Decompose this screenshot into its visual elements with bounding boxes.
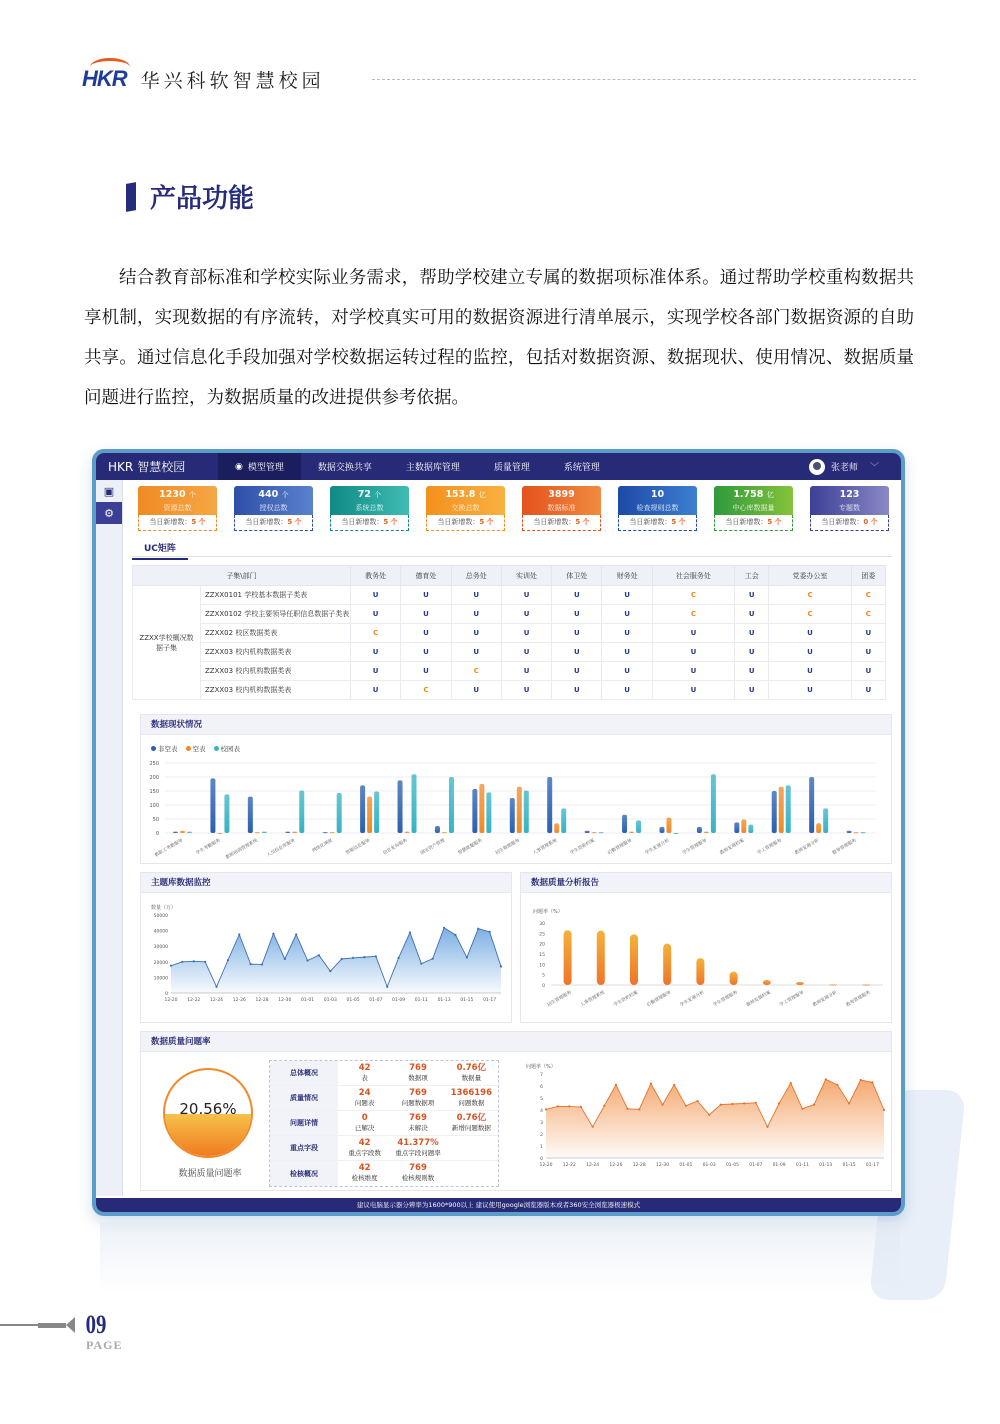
svg-text:问题率（%）: 问题率（%） bbox=[533, 909, 563, 915]
arrow-left-icon bbox=[66, 1317, 75, 1333]
panel-title: 数据质量问题率 bbox=[141, 1032, 891, 1052]
col-header: 总务处 bbox=[451, 566, 501, 586]
section-marker-icon bbox=[126, 182, 136, 212]
quality-row: 总体概况 42 表 769 数据项 0.76亿 数据量 bbox=[270, 1061, 498, 1086]
svg-text:01-15: 01-15 bbox=[842, 1163, 856, 1168]
uc-cell[interactable]: U bbox=[401, 624, 451, 643]
stat-card[interactable]: 1.758 亿 中心库数据量 当日新增数：5 个 bbox=[714, 486, 793, 531]
topic-monitor-panel bbox=[140, 872, 512, 1023]
uc-cell[interactable]: U bbox=[351, 662, 401, 681]
svg-text:固定资产管理: 固定资产管理 bbox=[420, 838, 446, 857]
quality-rate-value: 20.56% bbox=[179, 1100, 237, 1118]
svg-text:01-03: 01-03 bbox=[323, 998, 337, 1003]
uc-cell[interactable]: U bbox=[451, 624, 501, 643]
col-header: 体卫处 bbox=[552, 566, 602, 586]
legend-campus[interactable]: 校园表 bbox=[214, 744, 241, 753]
svg-text:20: 20 bbox=[539, 942, 545, 948]
status-bar-chart bbox=[141, 753, 891, 863]
svg-text:后勤管理服务: 后勤管理服务 bbox=[607, 838, 634, 857]
svg-text:01-01: 01-01 bbox=[301, 998, 315, 1003]
header-divider bbox=[372, 79, 916, 80]
stat-card[interactable]: 10 检查规则总数 当日新增数：5 个 bbox=[618, 486, 697, 531]
svg-text:学生考勤服务: 学生考勤服务 bbox=[195, 838, 222, 857]
svg-text:招生管理服务: 招生管理服务 bbox=[546, 990, 573, 1009]
table-row bbox=[133, 586, 886, 605]
svg-text:50: 50 bbox=[152, 817, 159, 823]
uc-cell[interactable]: U bbox=[602, 662, 652, 681]
col-header: 工会 bbox=[735, 566, 769, 586]
chevron-down-icon: ﹀ bbox=[869, 463, 879, 473]
svg-text:30000: 30000 bbox=[153, 945, 168, 951]
svg-text:01-13: 01-13 bbox=[437, 998, 451, 1003]
svg-text:学生管理服务: 学生管理服务 bbox=[682, 838, 708, 857]
svg-text:12-22: 12-22 bbox=[562, 1163, 576, 1168]
svg-text:100: 100 bbox=[149, 803, 159, 809]
svg-text:1: 1 bbox=[540, 1145, 543, 1150]
svg-text:教师培训管理系统: 教师培训管理系统 bbox=[225, 838, 259, 861]
svg-text:后勤管理服务: 后勤管理服务 bbox=[646, 990, 673, 1009]
col-header: 财务处 bbox=[602, 566, 652, 586]
app-screenshot bbox=[92, 449, 905, 1216]
svg-text:15: 15 bbox=[539, 953, 545, 958]
uc-cell[interactable]: U bbox=[769, 643, 851, 662]
uc-cell[interactable]: U bbox=[451, 605, 501, 624]
svg-text:20000: 20000 bbox=[153, 960, 168, 966]
uc-cell[interactable]: U bbox=[602, 643, 652, 662]
col-header: 实训处 bbox=[501, 566, 551, 586]
svg-text:10000: 10000 bbox=[153, 976, 168, 982]
uc-cell[interactable]: U bbox=[851, 662, 885, 681]
svg-text:学工管理服务: 学工管理服务 bbox=[779, 990, 805, 1009]
svg-text:教务管理服务: 教务管理服务 bbox=[845, 990, 872, 1009]
subset-name: ZZXX03 校内机构数据类表 bbox=[201, 662, 351, 681]
section-title bbox=[126, 178, 254, 215]
table-row bbox=[133, 605, 886, 624]
svg-text:12-26: 12-26 bbox=[232, 998, 246, 1003]
svg-text:7: 7 bbox=[540, 1073, 543, 1078]
table-row bbox=[133, 624, 886, 643]
svg-text:250: 250 bbox=[149, 761, 159, 767]
uc-cell[interactable]: U bbox=[735, 662, 769, 681]
uc-cell[interactable]: U bbox=[769, 681, 851, 700]
topic-monitor-chart bbox=[141, 893, 511, 1021]
svg-text:0: 0 bbox=[165, 992, 168, 997]
quality-row: 质量情况 24 问题表 769 问题数据项 1366196 问题数据 bbox=[270, 1086, 498, 1111]
uc-cell[interactable]: U bbox=[552, 681, 602, 700]
quality-summary-table bbox=[269, 1060, 499, 1187]
uc-cell[interactable]: C bbox=[652, 586, 734, 605]
uc-cell[interactable]: U bbox=[552, 624, 602, 643]
uc-matrix-table bbox=[132, 565, 886, 700]
uc-cell[interactable]: C bbox=[851, 586, 885, 605]
uc-cell[interactable]: U bbox=[451, 586, 501, 605]
uc-cell[interactable]: U bbox=[851, 681, 885, 700]
svg-text:教师发展档案: 教师发展档案 bbox=[745, 990, 772, 1009]
svg-text:10: 10 bbox=[539, 963, 545, 969]
quality-rate-gauge bbox=[163, 1068, 253, 1158]
svg-text:01-09: 01-09 bbox=[392, 998, 406, 1003]
monitor-icon[interactable]: ▣ bbox=[103, 484, 115, 498]
svg-text:2: 2 bbox=[540, 1133, 543, 1138]
svg-text:问题率（%）: 问题率（%） bbox=[526, 1064, 556, 1070]
sidebar bbox=[96, 480, 123, 1196]
uc-cell[interactable]: U bbox=[735, 681, 769, 700]
svg-text:学生发展分析: 学生发展分析 bbox=[679, 990, 706, 1009]
svg-text:01-05: 01-05 bbox=[346, 998, 360, 1003]
app-topbar bbox=[96, 453, 901, 480]
table-row bbox=[133, 643, 886, 662]
legend-nonempty[interactable]: 非空表 bbox=[151, 744, 178, 753]
user-name: 张老师 bbox=[830, 463, 858, 473]
intro-paragraph: 结合教育部标准和学校实际业务需求，帮助学校建立专属的数据项标准体系。通过帮助学校重构数据共享机制，实现数据的有序流转，对学校真实可用的数据资源进行清单展示，实现学校各部门数据资源的自助共享。通过信息化手段加强对学校数据运转过程的监控，包括对数据资源、数据现状、使用情况、数据质量问题进行监控，为数据质量的改进提供参考依据。 bbox=[84, 268, 914, 408]
col-header: 德育处 bbox=[401, 566, 451, 586]
uc-cell[interactable]: U bbox=[351, 605, 401, 624]
table-row bbox=[133, 662, 886, 681]
data-status-panel bbox=[140, 714, 892, 864]
uc-cell[interactable]: U bbox=[401, 662, 451, 681]
svg-text:01-05: 01-05 bbox=[725, 1163, 740, 1168]
uc-cell[interactable]: U bbox=[351, 586, 401, 605]
uc-cell[interactable]: U bbox=[552, 586, 602, 605]
panel-title: 数据现状情况 bbox=[141, 715, 891, 735]
stat-card[interactable]: 153.8 亿 交换总数 当日新增数：5 个 bbox=[426, 486, 505, 531]
svg-text:12-24: 12-24 bbox=[586, 1163, 600, 1168]
stat-card[interactable]: 440 个 授权总数 当日新增数：5 个 bbox=[234, 486, 313, 531]
svg-text:人事管理系统: 人事管理系统 bbox=[579, 990, 606, 1009]
uc-cell[interactable]: U bbox=[552, 662, 602, 681]
uc-cell[interactable]: U bbox=[652, 681, 734, 700]
svg-text:学生资助档案: 学生资助档案 bbox=[613, 990, 639, 1009]
svg-text:学工管理服务: 学工管理服务 bbox=[756, 838, 783, 857]
document-header bbox=[82, 62, 325, 96]
nav-data-exchange[interactable]: 数据交换共享 bbox=[317, 463, 372, 473]
svg-text:0: 0 bbox=[540, 1157, 543, 1162]
svg-text:12-20: 12-20 bbox=[164, 998, 178, 1003]
uc-cell[interactable]: U bbox=[401, 586, 451, 605]
svg-text:学生资助档案: 学生资助档案 bbox=[569, 838, 596, 857]
chart-legend bbox=[151, 744, 891, 753]
brand-name: 华兴科软智慧校园 bbox=[140, 69, 325, 92]
svg-text:信息发布服务: 信息发布服务 bbox=[382, 838, 409, 857]
page-number: 09 bbox=[0, 1310, 109, 1340]
uc-cell[interactable]: U bbox=[451, 681, 501, 700]
svg-text:40000: 40000 bbox=[153, 929, 168, 935]
svg-text:5: 5 bbox=[542, 973, 545, 979]
svg-text:教师发展档案: 教师发展档案 bbox=[719, 838, 746, 857]
subset-name: ZZXX0101 学校基本数据子类表 bbox=[201, 586, 351, 605]
legend-empty[interactable]: 空表 bbox=[186, 744, 206, 753]
uc-cell[interactable]: U bbox=[501, 586, 551, 605]
uc-cell[interactable]: U bbox=[735, 586, 769, 605]
uc-cell[interactable]: U bbox=[851, 643, 885, 662]
uc-cell[interactable]: U bbox=[501, 624, 551, 643]
uc-cell[interactable]: C bbox=[769, 605, 851, 624]
gauge-label: 数据质量问题率 bbox=[178, 1169, 242, 1179]
section-heading: 产品功能 bbox=[150, 184, 255, 214]
quality-rate-chart bbox=[516, 1056, 896, 1186]
svg-text:01-17: 01-17 bbox=[483, 998, 497, 1003]
quality-row: 重点字段 42 重点字段数 41.377% 重点字段问题率 bbox=[270, 1136, 498, 1161]
svg-text:01-09: 01-09 bbox=[772, 1163, 786, 1168]
subset-name: ZZXX03 校内机构数据类表 bbox=[201, 681, 351, 700]
uc-cell[interactable]: U bbox=[351, 643, 401, 662]
nav-model-management[interactable]: ◉ 模型管理 bbox=[218, 453, 301, 480]
svg-text:12-28: 12-28 bbox=[255, 998, 269, 1003]
svg-text:12-28: 12-28 bbox=[632, 1163, 646, 1168]
col-header: 团委 bbox=[851, 566, 885, 586]
uc-cell[interactable]: C bbox=[401, 681, 451, 700]
uc-cell[interactable]: U bbox=[401, 605, 451, 624]
uc-cell[interactable]: U bbox=[351, 681, 401, 700]
svg-text:01-07: 01-07 bbox=[369, 998, 383, 1003]
svg-text:教职工考勤服务: 教职工考勤服务 bbox=[154, 838, 184, 859]
stat-card[interactable]: 1230 个 资源总数 当日新增数：5 个 bbox=[138, 486, 217, 531]
svg-text:学生管理服务: 学生管理服务 bbox=[712, 990, 739, 1009]
svg-text:6: 6 bbox=[540, 1085, 543, 1090]
svg-text:人事管理系统: 人事管理系统 bbox=[532, 838, 559, 857]
uc-cell[interactable]: U bbox=[501, 681, 551, 700]
svg-text:3: 3 bbox=[540, 1121, 543, 1126]
svg-text:12-24: 12-24 bbox=[209, 998, 224, 1003]
nav-quality[interactable]: 质量管理 bbox=[493, 463, 530, 473]
uc-cell[interactable]: U bbox=[602, 586, 652, 605]
svg-text:学生发展分析: 学生发展分析 bbox=[644, 838, 671, 857]
uc-cell[interactable]: U bbox=[501, 605, 551, 624]
svg-text:人员信息库服务: 人员信息库服务 bbox=[266, 838, 297, 859]
nav-system[interactable]: 系统管理 bbox=[563, 463, 600, 473]
svg-text:招生数据服务: 招生数据服务 bbox=[494, 838, 521, 857]
svg-text:教师发展分析: 教师发展分析 bbox=[812, 990, 839, 1009]
panel-title: 主题库数据监控 bbox=[141, 873, 511, 893]
page-label: PAGE bbox=[86, 1338, 123, 1352]
svg-text:01-07: 01-07 bbox=[749, 1163, 763, 1168]
quality-report-panel bbox=[520, 872, 892, 1023]
uc-cell[interactable]: U bbox=[602, 605, 652, 624]
uc-cell[interactable]: U bbox=[552, 643, 602, 662]
uc-cell[interactable]: U bbox=[735, 605, 769, 624]
uc-cell[interactable]: U bbox=[501, 662, 551, 681]
hkr-logo: HKR bbox=[82, 66, 127, 92]
stat-cards bbox=[138, 486, 892, 531]
main-nav bbox=[218, 453, 617, 480]
subset-name: ZZXX03 校内机构数据类表 bbox=[201, 643, 351, 662]
col-header: 教务处 bbox=[351, 566, 401, 586]
svg-text:01-17: 01-17 bbox=[865, 1163, 879, 1168]
svg-text:50000: 50000 bbox=[153, 914, 168, 919]
stat-card[interactable]: 3899 数据标准 当日新增数：5 个 bbox=[522, 486, 601, 531]
svg-text:数量（万）: 数量（万） bbox=[151, 905, 177, 911]
uc-cell[interactable]: U bbox=[401, 643, 451, 662]
svg-text:01-11: 01-11 bbox=[795, 1163, 809, 1168]
quality-row: 问题详情 0 已解决 769 未解决 0.76亿 新增问题数据 bbox=[270, 1111, 498, 1136]
uc-cell[interactable]: U bbox=[451, 643, 501, 662]
svg-text:01-13: 01-13 bbox=[819, 1163, 833, 1168]
svg-text:30: 30 bbox=[539, 922, 545, 927]
uc-cell[interactable]: U bbox=[769, 624, 851, 643]
svg-text:01-01: 01-01 bbox=[679, 1163, 693, 1168]
quality-rate-panel bbox=[140, 1031, 892, 1191]
uc-cell[interactable]: U bbox=[851, 624, 885, 643]
col-header: 社会服务处 bbox=[652, 566, 734, 586]
svg-text:网络化调度: 网络化调度 bbox=[311, 838, 334, 854]
uc-cell[interactable]: C bbox=[351, 624, 401, 643]
col-header: 党委办公室 bbox=[769, 566, 851, 586]
uc-cell[interactable]: U bbox=[652, 643, 734, 662]
uc-cell[interactable]: U bbox=[769, 662, 851, 681]
quality-row: 检核概况 42 检核维度 769 检核规则数 bbox=[270, 1161, 498, 1186]
subset-name: ZZXX02 校区数据类表 bbox=[201, 624, 351, 643]
uc-cell[interactable]: U bbox=[652, 624, 734, 643]
svg-text:0: 0 bbox=[155, 831, 159, 837]
model-icon: ◉ bbox=[235, 461, 243, 472]
uc-cell[interactable]: U bbox=[652, 662, 734, 681]
tab-uc-matrix[interactable]: UC矩阵 bbox=[132, 539, 892, 557]
svg-text:01-03: 01-03 bbox=[702, 1163, 716, 1168]
svg-text:12-30: 12-30 bbox=[656, 1163, 670, 1168]
quality-report-chart bbox=[521, 893, 891, 1021]
svg-text:12-30: 12-30 bbox=[278, 998, 292, 1003]
uc-cell[interactable]: C bbox=[451, 662, 501, 681]
frame-reflection bbox=[100, 1222, 900, 1292]
settings-icon[interactable]: ⚙ bbox=[96, 502, 122, 524]
svg-text:150: 150 bbox=[149, 789, 159, 795]
panel-title: 数据质量分析报告 bbox=[521, 873, 891, 893]
uc-cell[interactable]: U bbox=[552, 605, 602, 624]
svg-text:教师发展分析: 教师发展分析 bbox=[794, 838, 821, 857]
app-footer: 建议电脑显示器分辨率为1600*900以上 建议使用google浏览器版本或者360安全浏览器极速模式 bbox=[96, 1198, 901, 1212]
svg-text:5: 5 bbox=[540, 1097, 543, 1102]
user-menu[interactable] bbox=[809, 459, 879, 475]
uc-cell[interactable]: U bbox=[501, 643, 551, 662]
nav-master-data[interactable]: 主数据库管理 bbox=[405, 463, 460, 473]
main-content bbox=[132, 486, 892, 700]
stat-card[interactable]: 72 个 系统总数 当日新增数：5 个 bbox=[330, 486, 409, 531]
table-row bbox=[133, 681, 886, 700]
uc-cell[interactable]: C bbox=[769, 586, 851, 605]
stat-card[interactable]: 123 专题数 当日新增数：0 个 bbox=[810, 486, 889, 531]
svg-text:01-11: 01-11 bbox=[414, 998, 428, 1003]
svg-text:教务管理服务: 教务管理服务 bbox=[831, 838, 858, 857]
svg-text:智慧就餐服务: 智慧就餐服务 bbox=[457, 838, 484, 857]
svg-text:01-15: 01-15 bbox=[460, 998, 474, 1003]
uc-cell[interactable]: C bbox=[652, 605, 734, 624]
uc-cell[interactable]: U bbox=[735, 624, 769, 643]
subset-name: ZZXX0102 学校主要领导任职信息数据子类表 bbox=[201, 605, 351, 624]
uc-cell[interactable]: C bbox=[851, 605, 885, 624]
app-logo[interactable]: HKR 智慧校园 bbox=[108, 460, 186, 474]
uc-cell[interactable]: U bbox=[602, 681, 652, 700]
svg-text:12-26: 12-26 bbox=[609, 1163, 623, 1168]
group-cell: ZZXX学校概况数据子集 bbox=[133, 586, 201, 700]
svg-text:200: 200 bbox=[149, 775, 159, 781]
col-header: 子集\部门 bbox=[133, 566, 351, 586]
svg-text:12-22: 12-22 bbox=[187, 998, 201, 1003]
svg-text:4: 4 bbox=[540, 1109, 543, 1114]
svg-text:智能信息服务: 智能信息服务 bbox=[345, 838, 372, 857]
uc-cell[interactable]: U bbox=[735, 643, 769, 662]
svg-text:25: 25 bbox=[539, 932, 545, 938]
uc-cell[interactable]: U bbox=[602, 624, 652, 643]
svg-text:12-20: 12-20 bbox=[539, 1163, 553, 1168]
avatar bbox=[809, 459, 825, 475]
svg-text:0: 0 bbox=[542, 984, 545, 989]
